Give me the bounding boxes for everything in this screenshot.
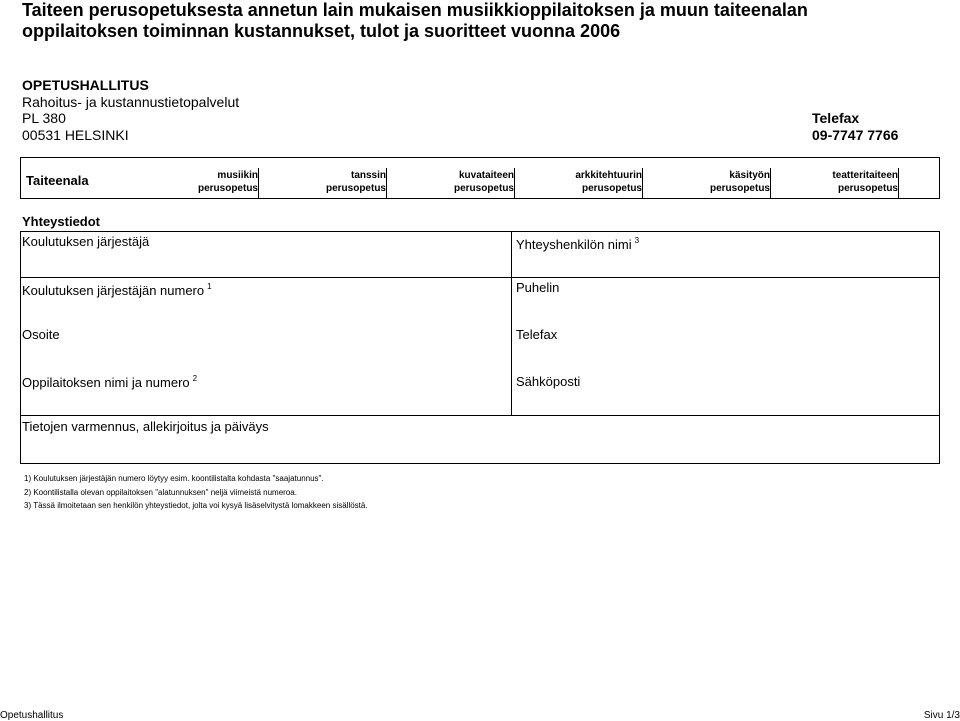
field-contact-person-label: Yhteyshenkilön nimi [516,237,632,252]
field-organizer-label: Koulutuksen järjestäjä [22,234,150,249]
field-school-name[interactable] [22,374,197,390]
field-line-1: teatteritaiteen [832,170,898,181]
field-line-1: musiikin [217,170,258,181]
field-verification-label: Tietojen varmennus, allekirjoitus ja päiväys [22,419,269,434]
field-organizer[interactable] [22,234,149,249]
footnote-3: 3) Tässä ilmoitetaan sen henkilön yhteystiedot, jolta voi kysyä lisäselvitystä lomakkeen sisällöstä. [24,501,368,510]
column-separator [386,168,387,198]
field-email-label: Sähköposti [516,374,581,389]
field-line-2: perusopetus [837,183,898,194]
footer-page-number: Sivu 1/3 [923,710,960,721]
field-organizer-number-label: Koulutuksen järjestäjän numero [22,283,205,298]
column-separator [258,168,259,198]
field-line-1: kuvataiteen [458,170,514,181]
field-kuvataiteen-perusopetus[interactable] [436,169,514,195]
footnote-ref-2: 2 [192,374,198,383]
fax-label: Telefax [812,110,860,126]
field-line-1: tanssin [350,170,386,181]
column-separator [898,168,899,198]
field-fax-label: Telefax [516,327,558,342]
footnote-ref-3: 3 [634,236,640,245]
footnote-2: 2) Koontilistalla olevan oppilaitoksen "alatunnuksen" neljä viimeistä numeroa. [24,488,297,497]
field-fax[interactable] [516,327,557,342]
taiteenala-label: Taiteenala [26,173,89,188]
field-email[interactable] [516,374,580,389]
field-line-1: arkkitehtuurin [575,170,642,181]
field-phone[interactable] [516,280,559,295]
field-kasityon-perusopetus[interactable] [692,169,770,195]
column-divider [511,231,512,415]
column-separator [642,168,643,198]
recipient-po-box: PL 380 [22,110,66,126]
field-musiikin-perusopetus[interactable] [180,169,258,195]
field-contact-person[interactable] [516,236,639,252]
field-teatteritaiteen-perusopetus[interactable] [810,169,898,195]
footer-publisher: Opetushallitus [0,710,64,721]
field-line-2: perusopetus [325,183,386,194]
field-line-2: perusopetus [453,183,514,194]
recipient-organization: OPETUSHALLITUS [22,77,149,93]
field-arkkitehtuurin-perusopetus[interactable] [554,169,642,195]
field-line-2: perusopetus [709,183,770,194]
footnote-ref-1: 1 [207,282,212,291]
footnote-1: 1) Koulutuksen järjestäjän numero löytyy esim. koontilistalta kohdasta "saajatunnus". [24,474,324,483]
document-title-line-2: oppilaitoksen toiminnan kustannukset, tulot ja suoritteet vuonna 2006 [22,21,621,41]
field-school-name-label: Oppilaitoksen nimi ja numero [22,375,190,390]
row-divider [20,415,940,416]
field-address-label: Osoite [22,327,60,342]
field-line-2: perusopetus [581,183,642,194]
contact-heading: Yhteystiedot [22,214,101,229]
column-separator [770,168,771,198]
field-line-2: perusopetus [197,183,258,194]
column-separator [514,168,515,198]
recipient-department: Rahoitus- ja kustannustietopalvelut [22,94,240,110]
field-tanssin-perusopetus[interactable] [308,169,386,195]
field-verification[interactable] [22,419,269,434]
recipient-city: 00531 HELSINKI [22,127,129,143]
field-line-1: käsityön [729,170,770,181]
fax-number: 09-7747 7766 [812,127,899,143]
field-phone-label: Puhelin [516,280,560,295]
field-organizer-number[interactable] [22,282,212,298]
field-address[interactable] [22,327,60,342]
row-divider [20,277,940,278]
document-title-line-1: Taiteen perusopetuksesta annetun lain mukaisen musiikkioppilaitoksen ja muun taiteenalan [22,0,808,20]
